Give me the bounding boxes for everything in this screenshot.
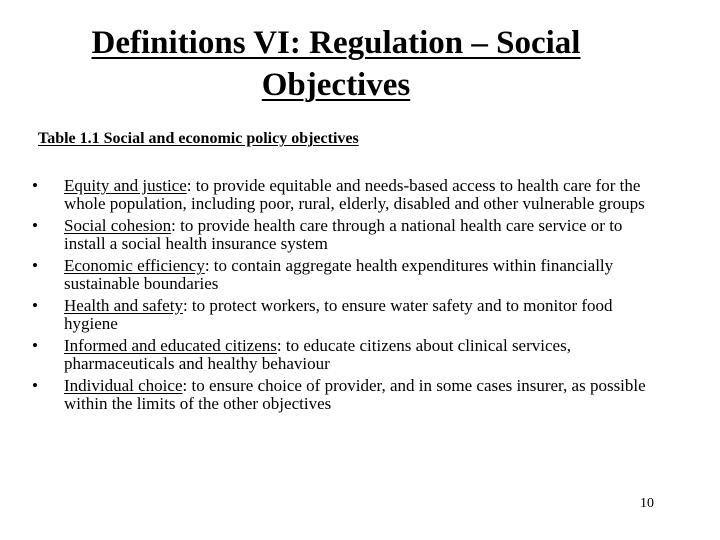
- page-number: 10: [640, 496, 654, 511]
- objective-description: : to provide equitable and needs-based access to health care for the whole population, including poor, rural, elderly, disabled and other vulnerable groups: [64, 176, 645, 213]
- objective-item-health-and-safety: [28, 297, 660, 333]
- objective-description: : to educate citizens about clinical services, pharmaceuticals and healthy behaviour: [64, 336, 571, 373]
- objective-term: Individual choice: [64, 376, 183, 395]
- bullet-icon: •: [32, 296, 38, 315]
- slide-title-line-1: Definitions VI: Regulation – Social: [91, 25, 581, 61]
- bullet-icon: •: [32, 376, 38, 395]
- objective-term: Social cohesion: [64, 216, 172, 235]
- bullet-icon: •: [32, 176, 38, 195]
- slide-title-line-2: Objectives: [261, 67, 411, 103]
- objective-term: Economic efficiency: [64, 256, 205, 275]
- bullet-icon: •: [32, 216, 38, 235]
- objective-item-informed-citizens: [28, 337, 660, 373]
- objective-description: : to protect workers, to ensure water safety and to monitor food hygiene: [64, 296, 613, 333]
- slide-title: [0, 22, 672, 106]
- objective-description: : to provide health care through a national health care service or to install a social health insurance system: [64, 216, 623, 253]
- objective-term: Equity and justice: [64, 176, 187, 195]
- objective-term: Health and safety: [64, 296, 183, 315]
- bullet-icon: •: [32, 256, 38, 275]
- table-caption: Table 1.1 Social and economic policy objectives: [38, 130, 359, 147]
- objective-item-social-cohesion: [28, 217, 660, 253]
- objective-description: : to contain aggregate health expenditures within financially sustainable boundaries: [64, 256, 614, 293]
- objective-item-economic-efficiency: [28, 257, 660, 293]
- bullet-icon: •: [32, 336, 38, 355]
- objective-list: [28, 177, 660, 417]
- objective-term: Informed and educated citizens: [64, 336, 277, 355]
- objective-item-individual-choice: [28, 377, 660, 413]
- objective-description: : to ensure choice of provider, and in some cases insurer, as possible within the limits of the other objectives: [64, 376, 646, 413]
- objective-item-equity-and-justice: [28, 177, 660, 213]
